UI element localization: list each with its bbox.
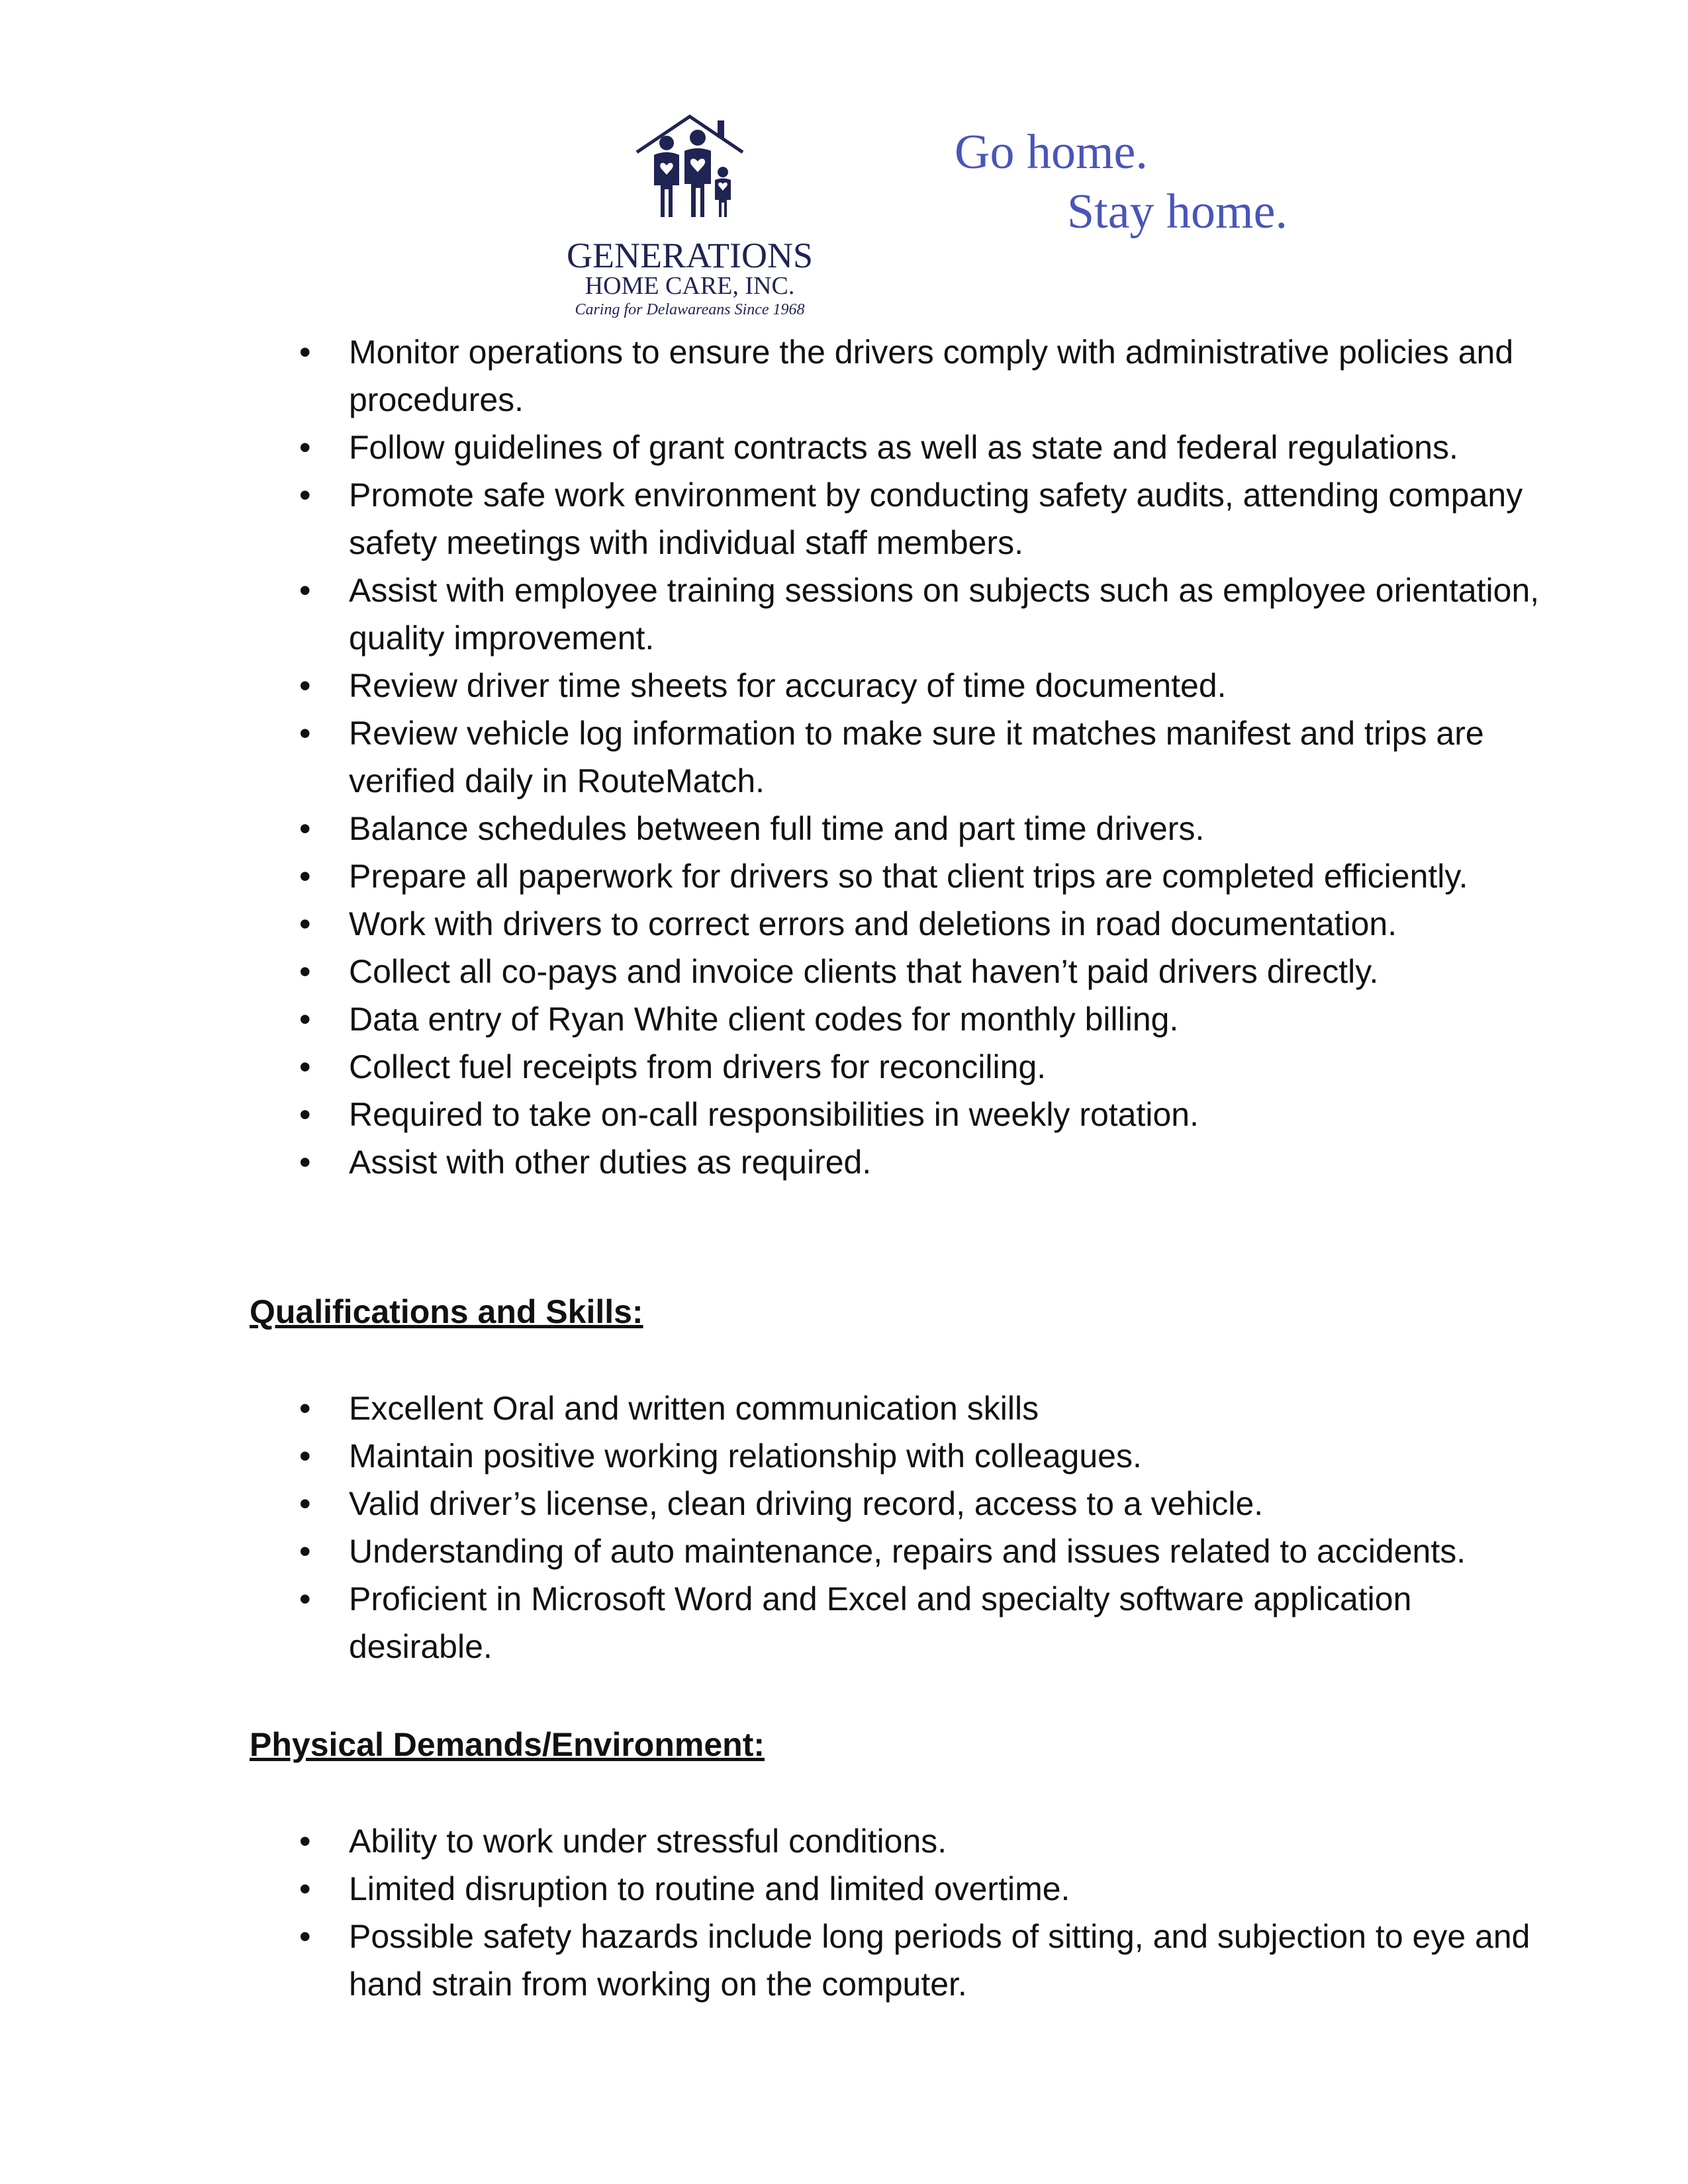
bullet-icon: • (299, 715, 311, 752)
physical-item (0, 1913, 1560, 2008)
bullet-icon: • (299, 1918, 311, 1955)
bullet-icon: • (299, 1390, 311, 1427)
qualification-text: Maintain positive working relationship with colleagues. (349, 1437, 1142, 1475)
qualification-text: Excellent Oral and written communication skills (349, 1390, 1039, 1427)
bullet-icon: • (299, 1144, 311, 1181)
duty-text: Review driver time sheets for accuracy of time documented. (349, 667, 1227, 704)
duty-item (0, 1091, 1560, 1138)
bullet-icon: • (299, 953, 311, 990)
duty-text: Balance schedules between full time and part time drivers. (349, 810, 1205, 847)
duty-text: Collect fuel receipts from drivers for reconciling. (349, 1048, 1047, 1085)
duty-item (0, 567, 1560, 662)
duty-item (0, 805, 1560, 852)
physical-item (0, 1817, 1560, 1865)
duty-item (0, 328, 1560, 424)
duty-item (0, 948, 1560, 995)
bullet-icon: • (299, 905, 311, 942)
bullet-icon: • (299, 1096, 311, 1133)
duty-text: Collect all co-pays and invoice clients that haven’t paid drivers directly. (349, 953, 1379, 990)
physical-text: Possible safety hazards include long periods of sitting, and subjection to eye and hand strain from working on the computer. (349, 1918, 1530, 2003)
bullet-icon: • (299, 477, 311, 514)
bullet-icon: • (299, 1580, 311, 1617)
duty-item (0, 1043, 1560, 1091)
physical-item (0, 1865, 1560, 1913)
bullet-icon: • (299, 1823, 311, 1860)
qualifications-list (0, 1385, 1688, 1670)
logo-company-subtitle: HOME CARE, INC. (585, 272, 795, 300)
duty-item (0, 900, 1560, 948)
bullet-icon: • (299, 1048, 311, 1085)
duty-text: Prepare all paperwork for drivers so that client trips are completed efficiently. (349, 858, 1468, 895)
duty-item (0, 995, 1560, 1043)
slogan-line-2: Stay home. (1067, 185, 1288, 239)
duty-text: Assist with other duties as required. (349, 1144, 872, 1181)
duty-text: Monitor operations to ensure the drivers comply with administrative policies and procedures. (349, 334, 1514, 418)
qualification-text: Valid driver’s license, clean driving record, access to a vehicle. (349, 1485, 1264, 1522)
qualification-text: Proficient in Microsoft Word and Excel and specialty software application desirable. (349, 1580, 1412, 1665)
bullet-icon: • (299, 1001, 311, 1038)
qualifications-heading: Qualifications and Skills: (250, 1293, 643, 1330)
bullet-icon: • (299, 1437, 311, 1475)
qualification-text: Understanding of auto maintenance, repairs and issues related to accidents. (349, 1533, 1466, 1570)
physical-demands-list (0, 1817, 1688, 2008)
duties-list (0, 328, 1688, 1186)
physical-text: Ability to work under stressful conditions. (349, 1823, 947, 1860)
duty-text: Review vehicle log information to make sure it matches manifest and trips are verified daily in RouteMatch. (349, 715, 1484, 799)
bullet-icon: • (299, 334, 311, 371)
bullet-icon: • (299, 1870, 311, 1907)
bullet-icon: • (299, 810, 311, 847)
bullet-icon: • (299, 429, 311, 466)
bullet-icon: • (299, 1533, 311, 1570)
duty-item (0, 471, 1560, 567)
family-house-icon (630, 111, 749, 230)
duty-item (0, 424, 1560, 471)
bullet-icon: • (299, 667, 311, 704)
duty-text: Required to take on-call responsibilities in weekly rotation. (349, 1096, 1199, 1133)
qualification-item (0, 1432, 1560, 1480)
duty-text: Assist with employee training sessions on subjects such as employee orientation, quality improvement. (349, 572, 1540, 657)
logo-company-name: GENERATIONS (567, 236, 813, 275)
physical-demands-heading: Physical Demands/Environment: (250, 1726, 765, 1763)
qualification-item (0, 1575, 1560, 1670)
company-logo (557, 111, 822, 323)
duty-text: Promote safe work environment by conducting safety audits, attending company safety meetings with individual staff members. (349, 477, 1523, 561)
duty-item (0, 852, 1560, 900)
duty-item (0, 709, 1560, 805)
duty-item (0, 662, 1560, 709)
qualification-item (0, 1527, 1560, 1575)
physical-text: Limited disruption to routine and limited overtime. (349, 1870, 1070, 1907)
duty-text: Data entry of Ryan White client codes for monthly billing. (349, 1001, 1179, 1038)
bullet-icon: • (299, 858, 311, 895)
qualification-item (0, 1480, 1560, 1527)
bullet-icon: • (299, 572, 311, 609)
duty-text: Follow guidelines of grant contracts as well as state and federal regulations. (349, 429, 1458, 466)
slogan-line-1: Go home. (955, 125, 1148, 179)
bullet-icon: • (299, 1485, 311, 1522)
duty-text: Work with drivers to correct errors and deletions in road documentation. (349, 905, 1397, 942)
duty-item (0, 1138, 1560, 1186)
qualification-item (0, 1385, 1560, 1432)
logo-tagline: Caring for Delawareans Since 1968 (575, 301, 805, 318)
